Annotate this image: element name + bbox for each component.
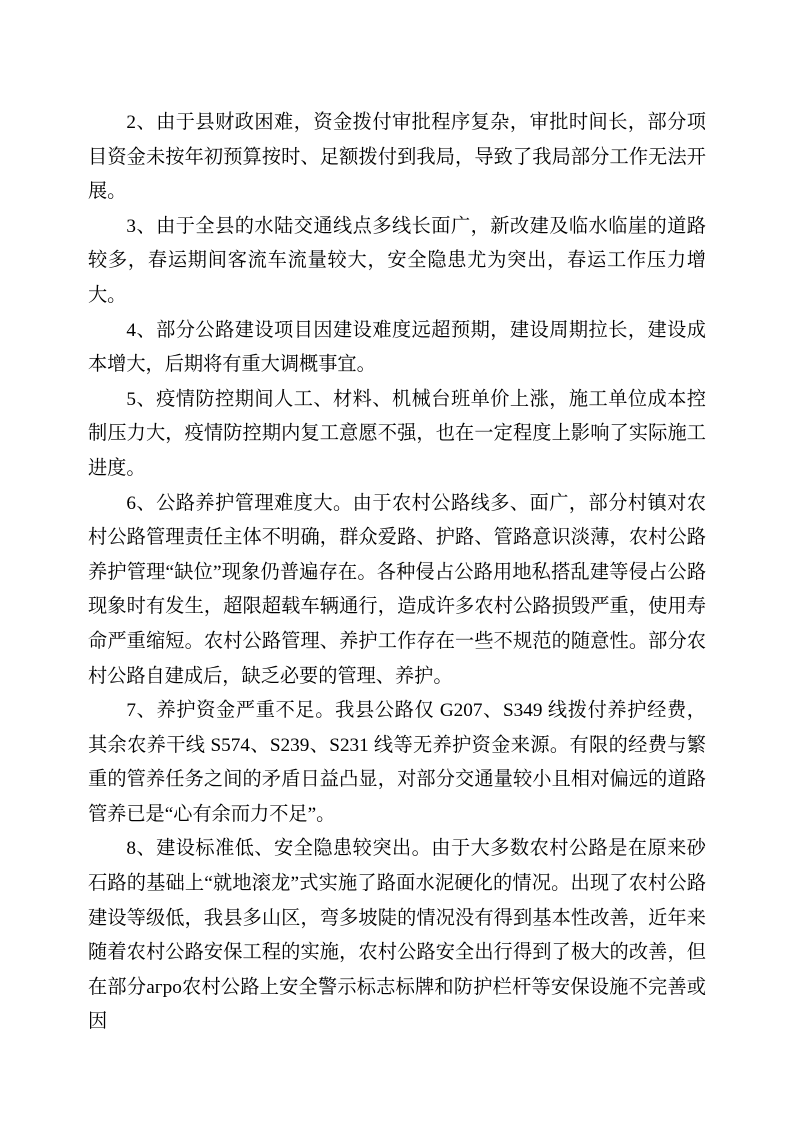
paragraph-3: 3、由于全县的水陆交通线点多线长面广，新改建及临水临崖的道路较多，春运期间客流车流量较大，安全隐患尤为突出，春运工作压力增大。 xyxy=(88,215,706,306)
paragraph-6: 6、公路养护管理难度大。由于农村公路线多、面广，部分村镇对农村公路管理责任主体不明确，群众爱路、护路、管路意识淡薄，农村公路养护管理“缺位”现象仍普遍存在。各种侵占公路用地私搭乱建等侵占公路现象时有发生，超限超载车辆通行，造成许多农村公路损毁严重，使用寿命严重缩短。农村公路管理、养护工作存在一些不规范的随意性。部分农村公路自建成后，缺乏必要的管理、养护。 xyxy=(88,492,706,687)
paragraph-8: 8、建设标准低、安全隐患较突出。由于大多数农村公路是在原来砂石路的基础上“就地滚龙”式实施了路面水泥硬化的情况。出现了农村公路建设等级低，我县多山区，弯多坡陡的情况没有得到基本性改善，近年来随着农村公路安保工程的实施，农村公路安全出行得到了极大的改善，但在部分агро农村公路上安全警示标志标牌和防护栏杆等安保设施不完善或因 xyxy=(88,838,706,1033)
paragraph-2: 2、由于县财政困难，资金拨付审批程序复杂，审批时间长，部分项目资金未按年初预算按时、足额拨付到我局，导致了我局部分工作无法开展。 xyxy=(88,112,706,203)
paragraph-4: 4、部分公路建设项目因建设难度远超预期，建设周期拉长，建设成本增大，后期将有重大调概事宜。 xyxy=(88,319,706,376)
paragraph-7: 7、养护资金严重不足。我县公路仅 G207、S349 线拨付养护经费，其余农养干线 S574、S239、S231 线等无养护资金来源。有限的经费与繁重的管养任务之间的矛盾日益凸显，对部分交通量较小且相对偏远的道路管养已是“心有余而力不足”。 xyxy=(88,700,706,825)
document-body xyxy=(88,106,706,1040)
paragraph-5: 5、疫情防控期间人工、材料、机械台班单价上涨，施工单位成本控制压力大，疫情防控期内复工意愿不强，也在一定程度上影响了实际施工进度。 xyxy=(88,388,706,479)
